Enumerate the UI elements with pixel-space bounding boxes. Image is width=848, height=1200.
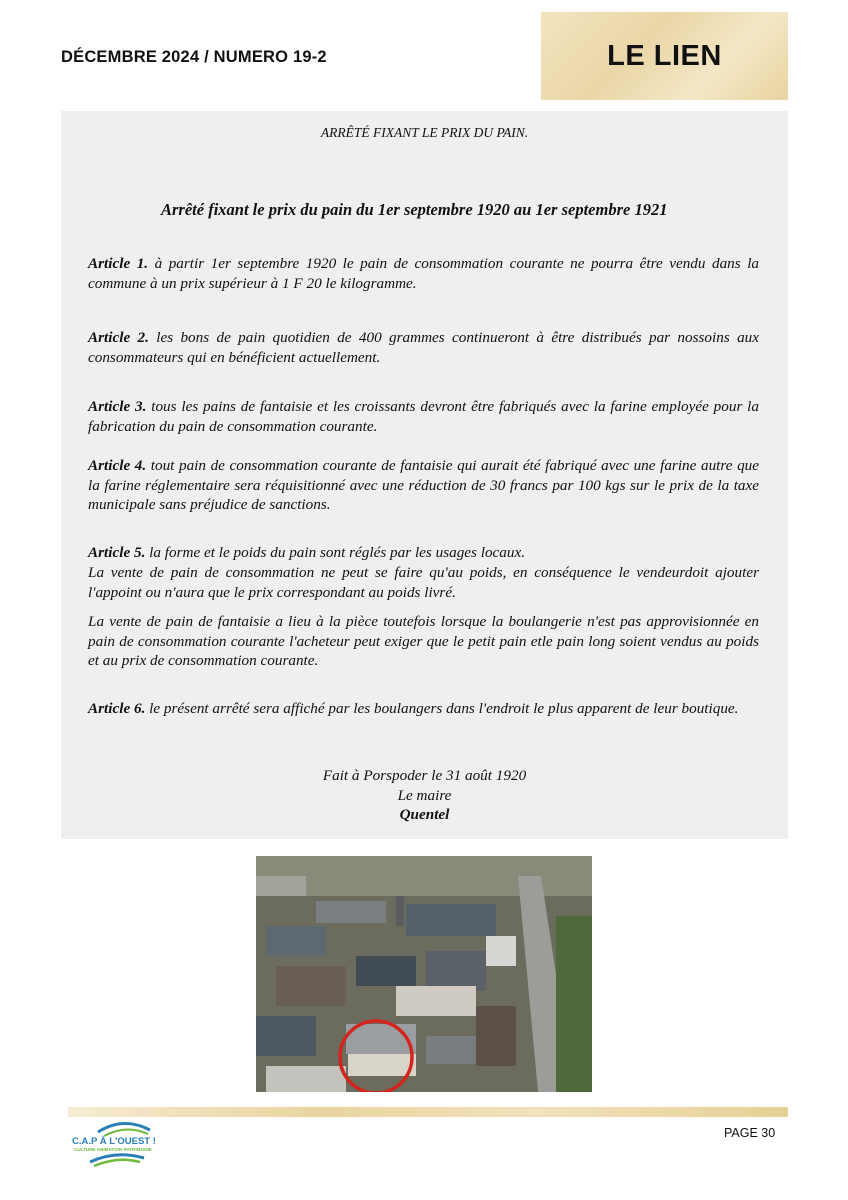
article-5-paragraph-3: La vente de pain de fantaisie a lieu à la pièce toutefois lorsque la boulangerie n'est pas approvisionnée en pain de consommation courante l'acheteur peut exiger que le petit pain etle pain long soient vendus au poids et au prix de consommation courante.	[88, 613, 759, 670]
article-4	[88, 456, 759, 515]
cap-a-l-ouest-logo	[68, 1118, 178, 1170]
decree-box	[61, 111, 788, 839]
article-text: les bons de pain quotidien de 400 grammes continueront à être distribués par nossoins aux consommateurs qui en bénéficient actuellement.	[88, 329, 759, 366]
page-number: PAGE 30	[724, 1126, 776, 1140]
article-text: tous les pains de fantaisie et les croissants devront être fabriqués avec la farine employée pour la fabrication du pain de consommation courante.	[88, 398, 760, 435]
issue-date: DÉCEMBRE 2024 / NUMERO 19-2	[61, 48, 327, 66]
aerial-village-photo	[256, 856, 592, 1092]
article-6	[88, 699, 759, 719]
signature-place-date: Fait à Porspoder le 31 août 1920	[322, 767, 527, 784]
title-banner	[541, 12, 788, 100]
footer-decorative-bar	[68, 1107, 788, 1117]
logo-text: C.A.P À L'OUEST !	[72, 1136, 156, 1147]
publication-title: LE LIEN	[607, 39, 722, 72]
logo-mark	[68, 1118, 178, 1170]
mayor-label: Le maire	[397, 786, 452, 804]
article-label: Article 1.	[88, 255, 149, 272]
logo-tagline: CULTURE ANIMATION PATRIMOINE	[74, 1147, 152, 1152]
decree-subheading: Arrêté fixant le prix du pain du 1er septembre 1920 au 1er septembre 1921	[161, 200, 668, 219]
article-label: Article 2.	[88, 329, 149, 346]
aerial-photo-illustration	[256, 856, 592, 1092]
article-text: la forme et le poids du pain sont réglés par les usages locaux.	[145, 544, 526, 561]
article-5	[88, 543, 759, 563]
signature-block	[61, 766, 788, 825]
article-label: Article 4.	[88, 457, 147, 474]
article-5-paragraph-2: La vente de pain de consommation ne peut se faire qu'au poids, en conséquence le vendeurdoit ajouter l'appoint ou n'aura que le prix correspondant au poids livré.	[88, 564, 759, 601]
article-3	[88, 397, 759, 436]
signature-mayor	[61, 786, 788, 825]
article-text: tout pain de consommation courante de fantaisie qui aurait été fabriqué avec une farine autre que la farine réglementaire sera réquisitionné avec une réduction de 30 francs par 100 kgs sur le prix de la taxe municipale sans préjudice de sanctions.	[88, 457, 759, 514]
article-label: Article 5.	[88, 544, 146, 561]
mayor-name: Quentel	[399, 806, 450, 824]
decree-heading: ARRÊTÉ FIXANT LE PRIX DU PAIN.	[320, 125, 529, 140]
article-1	[88, 254, 759, 293]
article-label: Article 3.	[88, 398, 147, 415]
article-text: le présent arrêté sera affiché par les boulangers dans l'endroit le plus apparent de leur boutique.	[145, 700, 739, 717]
article-label: Article 6.	[88, 700, 146, 717]
article-text: à partir 1er septembre 1920 le pain de consommation courante ne pourra être vendu dans la commune à un prix supérieur à 1 F 20 le kilogramme.	[88, 255, 760, 292]
article-2	[88, 328, 759, 367]
